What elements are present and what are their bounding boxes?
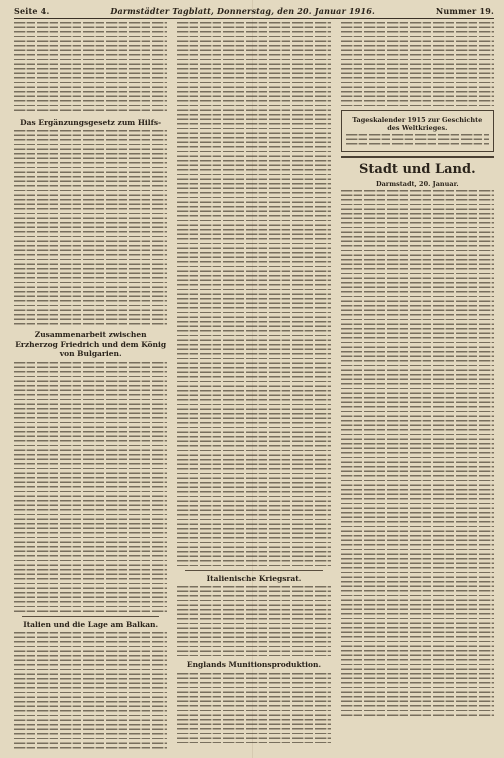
headline-balkan: Italien und die Lage am Balkan. <box>23 619 159 629</box>
headline-munition: Englands Munitionsproduktion. <box>186 660 322 670</box>
issue-number: Nummer 19. <box>435 6 494 16</box>
headline-hilfsdienst: Das Ergänzungsgesetz zum Hilfs- <box>20 118 162 127</box>
dateline: Darmstadt, 20. Januar. <box>375 180 459 189</box>
calendar-box <box>341 110 494 152</box>
divider <box>22 616 159 617</box>
column-3 <box>341 22 494 750</box>
calendar-text <box>346 134 489 148</box>
headline-erzherzog: Zusammenarbeit zwischen Erzherzog Friedrich und dem König von Bulgarien. <box>15 330 167 359</box>
headline-kriegsrat: Italienische Kriegsrat. <box>206 574 302 583</box>
article-text <box>177 22 330 566</box>
page-number: Seite 4. <box>14 6 50 16</box>
article-text <box>14 130 167 326</box>
column-1 <box>14 22 167 750</box>
article-text <box>341 190 494 718</box>
divider <box>185 570 322 571</box>
masthead-title: Darmstädter Tagblatt, Donnerstag, den 20. Januar 1916. <box>110 6 376 16</box>
column-2 <box>177 22 330 750</box>
article-text <box>14 632 167 750</box>
article-text <box>341 22 494 106</box>
section-divider <box>341 156 494 158</box>
section-title-stadt-und-land: Stadt und Land. <box>359 162 476 177</box>
article-text <box>177 586 330 656</box>
article-text <box>177 673 330 743</box>
calendar-title: Tageskalender 1915 zur Geschichte des Weltkrieges. <box>352 116 483 132</box>
page-header <box>14 6 494 19</box>
article-text <box>14 362 167 612</box>
article-text <box>14 22 167 114</box>
